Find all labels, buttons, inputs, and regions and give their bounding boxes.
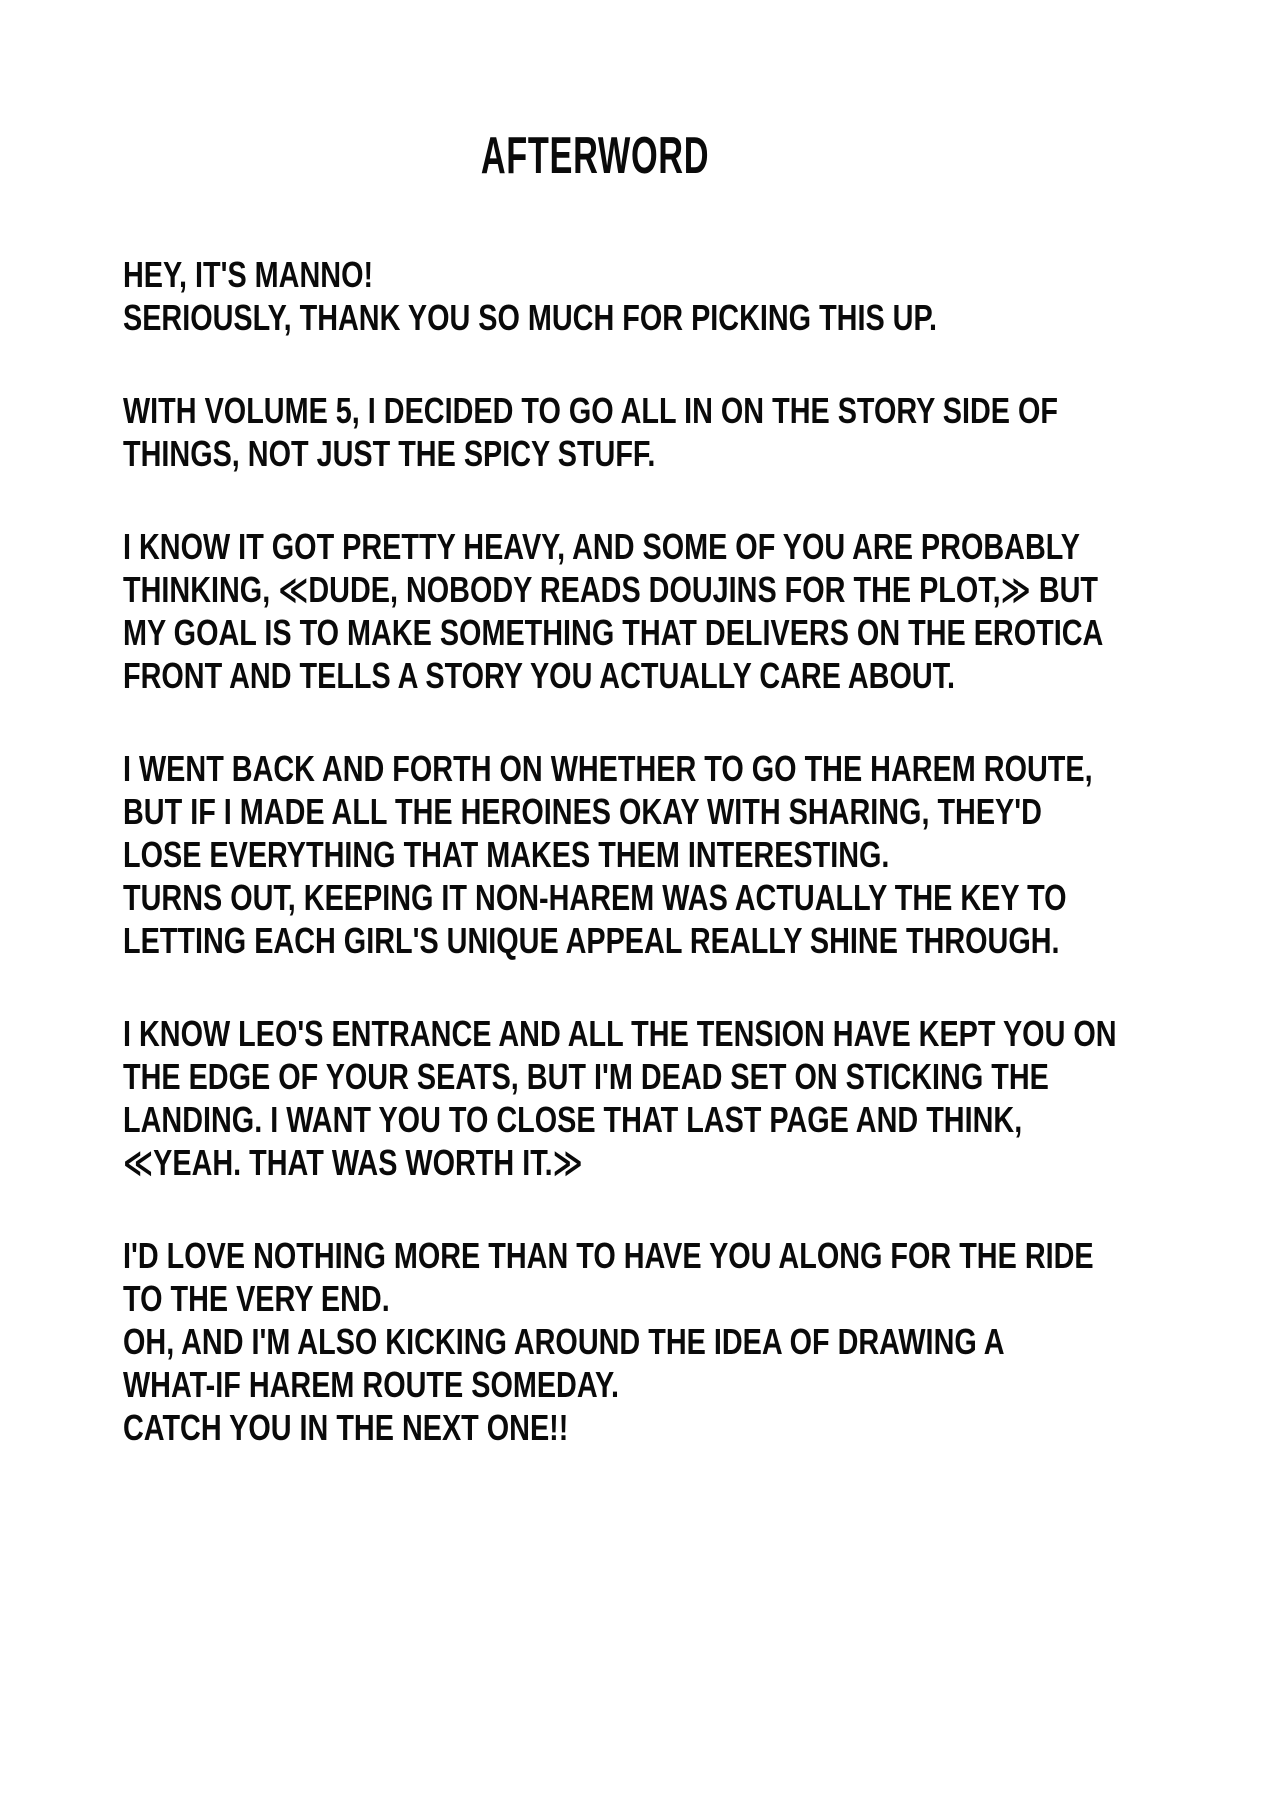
text-line: TURNS OUT, KEEPING IT NON-HAREM WAS ACTUALLY THE KEY TO xyxy=(123,877,1067,918)
text-line: WHAT-IF HAREM ROUTE SOMEDAY. xyxy=(123,1364,620,1405)
text-line: WITH VOLUME 5, I DECIDED TO GO ALL IN ON THE STORY SIDE OF xyxy=(123,390,1059,431)
text-line: CATCH YOU IN THE NEXT ONE!! xyxy=(123,1407,569,1448)
text-line: I KNOW IT GOT PRETTY HEAVY, AND SOME OF YOU ARE PROBABLY xyxy=(123,526,1080,567)
text-line: I'D LOVE NOTHING MORE THAN TO HAVE YOU ALONG FOR THE RIDE xyxy=(123,1235,1094,1276)
text-line: BUT IF I MADE ALL THE HEROINES OKAY WITH SHARING, THEY'D xyxy=(123,791,1042,832)
text-line: LOSE EVERYTHING THAT MAKES THEM INTERESTING. xyxy=(123,834,890,875)
text-line: ≪YEAH. THAT WAS WORTH IT.≫ xyxy=(123,1142,583,1183)
paragraph-volume5 xyxy=(123,389,1275,475)
text-line: I WENT BACK AND FORTH ON WHETHER TO GO THE HAREM ROUTE, xyxy=(123,748,1093,789)
text-line: I KNOW LEO'S ENTRANCE AND ALL THE TENSION HAVE KEPT YOU ON xyxy=(123,1013,1117,1054)
text-line: LETTING EACH GIRL'S UNIQUE APPEAL REALLY SHINE THROUGH. xyxy=(123,920,1060,961)
text-line: LANDING. I WANT YOU TO CLOSE THAT LAST PAGE AND THINK, xyxy=(123,1099,1023,1140)
text-line: THINGS, NOT JUST THE SPICY STUFF. xyxy=(123,433,656,474)
text-line: THINKING, ≪DUDE, NOBODY READS DOUJINS FOR THE PLOT,≫ BUT xyxy=(123,569,1099,610)
paragraph-story-goal xyxy=(123,525,1275,697)
text-line: OH, AND I'M ALSO KICKING AROUND THE IDEA OF DRAWING A xyxy=(123,1321,1005,1362)
text-line: FRONT AND TELLS A STORY YOU ACTUALLY CARE ABOUT. xyxy=(123,655,956,696)
paragraph-greeting xyxy=(123,253,1275,339)
page-title: AFTERWORD xyxy=(480,127,710,185)
paragraph-harem-route xyxy=(123,747,1275,962)
title-row xyxy=(123,126,1067,186)
text-line: MY GOAL IS TO MAKE SOMETHING THAT DELIVERS ON THE EROTICA xyxy=(123,612,1104,653)
text-line: HEY, IT'S MANNO! xyxy=(123,254,374,295)
paragraph-ending-promise xyxy=(123,1012,1275,1184)
paragraph-farewell xyxy=(123,1234,1275,1449)
afterword-body xyxy=(123,253,1275,1499)
text-line: TO THE VERY END. xyxy=(123,1278,390,1319)
text-line: THE EDGE OF YOUR SEATS, BUT I'M DEAD SET ON STICKING THE xyxy=(123,1056,1049,1097)
text-line: SERIOUSLY, THANK YOU SO MUCH FOR PICKING THIS UP. xyxy=(123,297,937,338)
